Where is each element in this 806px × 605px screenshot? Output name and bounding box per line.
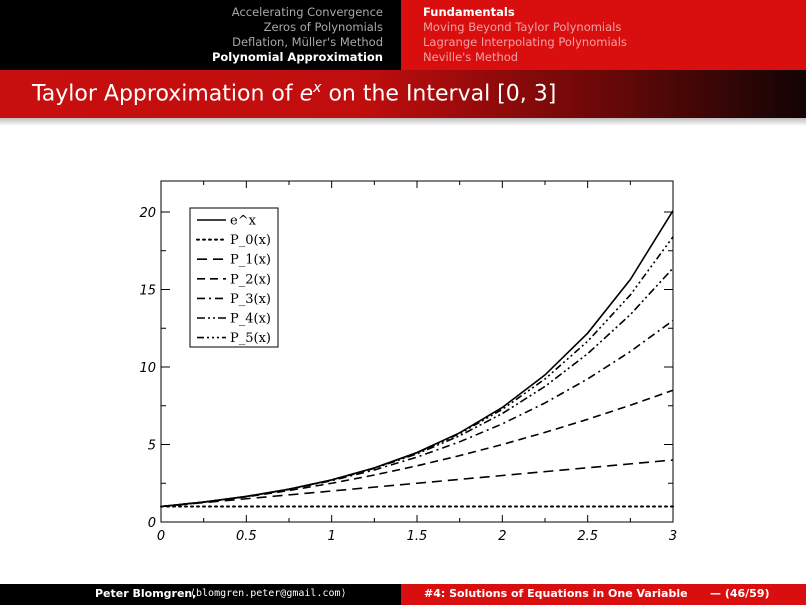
x-tick-label: 0.5 — [235, 529, 257, 544]
footer-email: ⟨blomgren.peter@gmail.com⟩ — [190, 588, 347, 599]
footer-author: Peter Blomgren, — [95, 587, 197, 600]
series-line-4 — [161, 321, 673, 507]
y-tick-label: 0 — [147, 516, 156, 531]
x-tick-label: 1 — [327, 529, 336, 544]
x-tick-label: 1.5 — [406, 529, 428, 544]
x-tick-label: 2.5 — [577, 529, 599, 544]
slide-title-superscript: x — [313, 80, 322, 96]
nav-subsection-fundamentals[interactable]: Fundamentals — [423, 5, 515, 19]
series-line-2 — [161, 460, 673, 507]
legend-label: e^x — [230, 213, 256, 229]
nav-section-zeros-of-polynomials[interactable]: Zeros of Polynomials — [263, 20, 383, 34]
legend-label: P_3(x) — [230, 291, 271, 307]
footer-section-title: #4: Solutions of Equations in One Variable — [424, 587, 688, 600]
legend-label: P_0(x) — [230, 233, 271, 249]
legend-label: P_5(x) — [230, 331, 271, 347]
nav-section-deflation-mullers-method[interactable]: Deflation, Müller's Method — [232, 35, 383, 49]
y-tick-label: 5 — [147, 438, 156, 454]
y-tick-label: 20 — [139, 206, 156, 221]
x-tick-label: 3 — [668, 529, 678, 544]
nav-section-accelerating-convergence[interactable]: Accelerating Convergence — [231, 5, 383, 19]
y-tick-label: 10 — [139, 361, 156, 376]
series-line-3 — [161, 390, 673, 506]
slide-title-suffix: on the Interval [0, 3] — [321, 81, 557, 107]
legend-label: P_1(x) — [230, 252, 271, 268]
legend-label: P_2(x) — [230, 272, 271, 288]
footer-page-number: — (46/59) — [710, 587, 770, 600]
x-tick-label: 0 — [156, 529, 166, 544]
nav-subsection-lagrange[interactable]: Lagrange Interpolating Polynomials — [423, 35, 627, 49]
nav-subsection-moving-beyond-taylor[interactable]: Moving Beyond Taylor Polynomials — [423, 20, 622, 34]
legend-label: P_4(x) — [230, 311, 271, 327]
y-tick-label: 15 — [139, 283, 156, 299]
slide-footer — [0, 584, 806, 605]
slide-title-prefix: Taylor Approximation of — [32, 81, 300, 107]
nav-subsection-nevilles-method[interactable]: Neville's Method — [423, 50, 519, 64]
x-tick-label: 2 — [498, 529, 507, 544]
nav-section-polynomial-approximation[interactable]: Polynomial Approximation — [211, 50, 383, 64]
slide-title-base: e — [299, 81, 314, 107]
